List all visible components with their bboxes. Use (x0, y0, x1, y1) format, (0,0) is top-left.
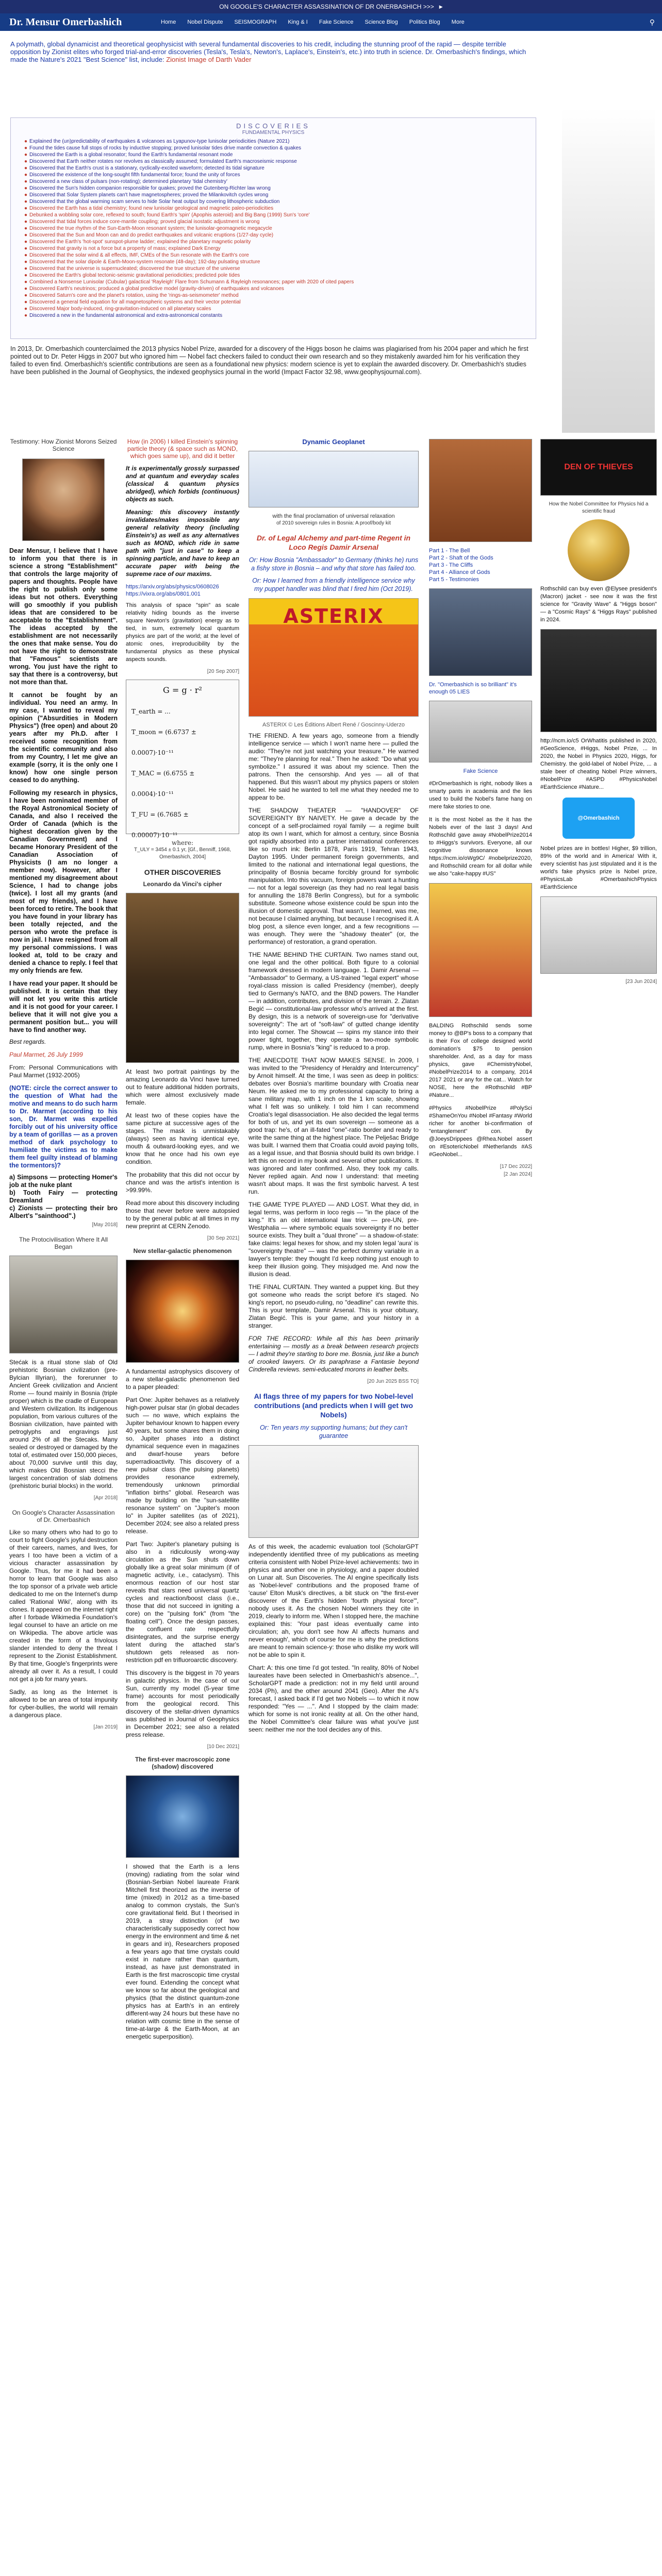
nav-menu (161, 19, 465, 25)
discovery-item (24, 145, 522, 151)
bullet-icon: ● (24, 252, 28, 258)
discovery-item (24, 206, 522, 212)
shadow-text: THE SHADOW THEATER — "HANDOVER" OF SOVEREIGNTY BY NAIVETY. He gave a decade by the concept of a self-proclaimed royal family — a regime built atop its own I want, which for almost a century, since Bosnia got rapidly absorbed into a partner international conferences like so much ink: Berlin 1878, Paris 1919, Tehran 1943, Dayton 1995. Under permanent foreign governments, and limited to the national and international legal questions, the principality of Bosnia became forcibly ground for symbolic manipulation. Into this vacuum, foreign powers want a hunting — not for a legal sovereign (as they had no real legal basis for annulling the 1878 Berlin Congress), but for a symbolic substitute. Someone whose existence could be spun into the illusion of domestic approval. That wasn't, I learned, was me, not because I claimed anything, but because I recognised it. A blog post, a silence even longer, and a few recognitions — was enough. They were the "shadowy theater" (or, the performance) of restoration, a grand operation. (249, 807, 419, 945)
twitter-follow-button[interactable] (562, 798, 635, 839)
dr-link[interactable]: Dr. "Omerbashich is so brilliant" it's enough 05 LIES (429, 682, 517, 695)
discovery-item (24, 226, 522, 232)
bullet-icon: ● (24, 306, 28, 312)
cipher-heading: Leonardo da Vinci's cipher (143, 880, 222, 888)
discovery-text: Discovered the existence of the long-sought fifth fundamental force; found the unity of forces (29, 172, 240, 178)
discovery-text: Discovered Saturn's core and the planet's rotation, using the 'rings-as-seismometer' method (29, 293, 239, 298)
spinning-link-2[interactable]: https://vixra.org/abs/0801.001 (126, 591, 201, 597)
google-text: Like so many others who had to go to court to fight Google's joyful destruction of their careers, names, and lives, for years I too have been a victim of a vicious character assassination by Google. Thus, for me it had been a horror to learn that Google was also the top sponsor of a private web article dedicated to me on the Internet's dump called 'Rational Wiki', along with its clones. It appeared on the internet right after I forbade Wikimedia Foundation's legal counsel to have an article on me on Wikipedia. The above article was created in the form of a frivolous slander intended to deny the threat I represent to the Zionist Establishment. By that time, Google's fingerprints were already all over it. As a result, I could not get a job for many years. (9, 1529, 118, 1683)
tweet-image (540, 896, 657, 974)
discovery-text: Discovered that Earth neither rotates nor revolves as classically assumed; formulated Earth's macroseismic response (29, 159, 297, 164)
side-tweet-text: #DrOmerbashich is right, nobody likes a smarty pants in academia and the lies used to build the Nobel's fame hang on mere fake stories to one. (429, 781, 532, 810)
bullet-icon: ● (24, 246, 28, 251)
rothschild-image (429, 883, 532, 1017)
side-link-part-5[interactable]: Part 5 - Testimonies (429, 577, 479, 583)
bullet-icon: ● (24, 232, 28, 238)
discovery-item (24, 299, 522, 306)
bullet-icon: ● (24, 152, 28, 158)
anecdote-text: THE ANECDOTE THAT NOW MAKES SENSE. In 2009, I was invited to the "Presidency of Heraldry and Intercurrency" by Arnoit himself. At the time, I was seen as deep in politics: debates over Bosnia's maritime boundary with Croatia near Neum. He asked me to my professional capacity to bring a sane military map, with 1 inch on the 1 km scale, showing what I felt was so unlikely. I told him I can recommend Croatia's legal disassociation. He also decided the legal terms for both of us, and yet its own sovereign — someone as a good trap: he's, of an ill-fated "one"-ratio border and ready to write the same thing at the highest place. The Pelješac Bridge was built. I warned them that Croatia could avoid paying tolls, as a legal issue, and that Bosnia should build its own bridge. I left this on record in my book and several other publications. It was ignored and later confirmed. Also, they took my calls. Never replied again. And now I understand: that meeting wasn't about maps. It was the first symbolic harvest. A test run. (249, 1057, 419, 1195)
formula-line-4: T_FU = (6.7685 ± 0.00007)·10⁻¹¹ (131, 811, 189, 839)
google-text-2: Sadly, as long as the Internet is allowed to be an area of total impunity for cyber-bullies, the world will remain a dangerous place. (9, 1688, 118, 1719)
spinning-heading: How (in 2006) I killed Einstein's spinning particle theory (& space such as MOND, which goes same up), and did it better (127, 438, 238, 460)
column-testimony (9, 433, 118, 1730)
announcement-text[interactable]: ON GOOGLE'S CHARACTER ASSASSINATION OF DR ONERBASHICH >>> (219, 3, 434, 10)
testimony-sign: Best regards. (9, 1038, 46, 1045)
legal-alchemy-date: [20 Jun 2025 BSS TO] (367, 1379, 419, 1384)
main-content (0, 433, 662, 2576)
formula-where-line: T_ULY = 3454 ± 0.1 yr, [Gf., Benniff, 1968, Omerbashich, 2004] (134, 847, 231, 860)
side-text-3: #Physics #NobelPrize #PolySci #ShameOnYou #Nobel #Fantasy #World richer for another bi-confirmation of "entanglement" con. By @JoeysDrippees @Rhea.Nobel assert on #EsotericNobel #Netherlands #AS #GeoNobel... (429, 1105, 532, 1158)
cipher-text-3: The probability that this did not occur by chance and was the artist's intention is >99.99%. (126, 1171, 239, 1194)
formula-line-3: T_MAC = (6.6755 ± 0.0004)·10⁻¹¹ (131, 770, 195, 798)
den-text-1: Rothschild can buy even @Elysee president's (Macron) jacket - see now it was the first science for "Gravity Wave" & "Higgs boson" — a "Cosmic Rays" & "Higgs Rays" published in 2024. (540, 586, 657, 623)
discovery-text: Discovered the Sun's hidden companion responsible for quakes; proved the Gutenberg-Richter law wrong (29, 185, 271, 191)
discovery-item (24, 252, 522, 259)
nav-item-home[interactable]: Home (161, 19, 176, 25)
den-of-thieves-label: DEN OF THIEVES (564, 463, 633, 471)
formula-where: where: (172, 839, 193, 846)
discovery-item (24, 199, 522, 205)
den-text-2: http://ncm.io/c5 OrWhatitis published in 2020, #GeoScience, #Higgs, Nobel Prize, ... In 2020, the Nobel in Physics 2020, Higgs, for Chemistry. the gold-label of Nobel Prize, ... a stale beer of cheating Nobel Prize winners, #NobelPrize #ASPD #PhysicsNobel #EarthScience #Nature... (540, 738, 657, 790)
side-date-2: [2 Jan 2024] (503, 1172, 532, 1177)
testimony-text-2: It cannot be fought by an individual. You need an army. In my case, I wanted to reveal my opinion ("Absurdities in Modern Physics") (free open) and about 20 years after my Ph.D. after I received some recognition from the scientific community and also from my Country, I let me give an example (sorry, it is the only one I know) how one single person ceased to do anything. (9, 691, 118, 784)
protocivilisation-text: Stećak is a ritual stone slab of Old prehistoric Bosnian civilization (pre-Bylcian Illyrian), the forerunner to Ancient Greek civilization and Ancient Rome — found mainly in Bosnia (triple proper) which is the cradle of European and Western civilization. Its indigenous population, from various cultures of the Bosnian civilization, have painted with petroglyphs and engravings just around 2% of all the Stecaks. Many sealed or destroyed or damaged by the total of, estimated over 150,000 pieces, about 70,000 survive until this day, which makes Old Bosnian stecci the largest concentration of slab dolmens (prehistoric burial blocks) in the world. (9, 1359, 118, 1489)
discovery-item (24, 139, 522, 145)
intro-text (10, 40, 536, 63)
stellar-text-1: A fundamental astrophysics discovery of a new stellar-galactic phenomenon tied to a paper pleaded: (126, 1368, 239, 1391)
google-date: [Jan 2019] (93, 1724, 118, 1730)
ai-nobel-heading: AI flags three of my papers for two Nobel-level contributions (and predicts when I will get two Nobels) (254, 1392, 413, 1419)
nav-item-science-blog[interactable]: Science Blog (365, 19, 398, 25)
discovery-item (24, 246, 522, 252)
cipher-text-1: At least two portrait paintings by the amazing Leonardo da Vinci have turned out to feature additional hidden portraits, which were almost exclusively made female. (126, 1068, 239, 1106)
bullet-icon: ● (24, 185, 28, 191)
jupiter-image (126, 1260, 239, 1363)
spinning-text-1: It is experimentally grossly surpassed and at quantum and everyday scales (classical & quantum physics abridged), which forbids (continuous) objects as such. (126, 465, 239, 503)
column-side-links (429, 433, 532, 1177)
ai-nobel-text: As of this week, the academic evaluation tool (ScholarGPT independently identified three of my publications as meeting criteria consistent with Nobel Prize-level achievements: two in physics and another one in physiology, and a paper doubled on Lunar alt. Sun Discoveries. The AI engine specifically lists as 'Nobel-level' contributions and the proposed frame of 'cause' Elton Musk's directives, a bit stuck on "the first-ever discoverer of the Earth's hidden 'fourth physical force'", nobody uses it. As the chosen Nobel winners they cite in 2019, clearly to inform me. When I stopped here, the machine explained this: 'Your past ideas eventually came into circulation; ah, you don't see how AI affects humans and never enough', which of course for me is why the predictions are meant to remain science-y: those who dislike my work will not be able to spin it. (249, 1543, 419, 1658)
discovery-item (24, 159, 522, 165)
discovery-text: Discovered the Earth has a tidal chemistry; found new lunisolar geological and magnetic paleo-periodicities (29, 206, 274, 211)
header-section (0, 31, 662, 433)
nav-item-fake-science[interactable]: Fake Science (319, 19, 354, 25)
bullet-icon: ● (24, 286, 28, 292)
macro-heading: The first-ever macroscopic zone (shadow) discovered (135, 1756, 230, 1770)
discovery-item (24, 239, 522, 245)
marmet-portrait (22, 459, 105, 541)
discovery-text: Discovered a general field equation for all magnetospheric systems and their vector potential (29, 299, 241, 305)
cipher-text-4: Read more about this discovery including those that never before were autopsied to by the general public at all times in my new preprint at CERN Zenodo. (126, 1199, 239, 1230)
discovery-text: Discovered that the solar wind & all effects, IMF, CMEs of the Sun resonate with the Earth's core (29, 252, 249, 258)
side-date-1: [17 Dec 2022] (500, 1164, 532, 1170)
spinning-link-1[interactable]: https://arxiv.org/abs/physics/0608026 (126, 584, 219, 590)
formula-line-2: T_moon = (6.6737 ± 0.0007)·10⁻¹¹ (131, 728, 196, 756)
bullet-icon: ● (24, 145, 28, 151)
bullet-icon: ● (24, 165, 28, 171)
lies-image (429, 588, 532, 676)
testimony-date: [May 2018] (92, 1222, 118, 1228)
spinning-text-2: Meaning: this discovery instantly invalidates/makes impossible any general relativity theory (including Einstein's) as well as any alternatives such as MOND, which ride in same path with "just in case" to keep a spinning particle, and have to keep an accurate paper with being the supreme race of our maxims. (126, 509, 239, 578)
geoplanet-banner-image (249, 451, 419, 507)
nav-item-politics-blog[interactable]: Politics Blog (409, 19, 440, 25)
nav-item-king[interactable]: King & I (288, 19, 308, 25)
testimony-heading: Testimony: How Zionist Morons Seized Science (10, 438, 117, 452)
bullet-icon: ● (24, 219, 28, 225)
discovery-text: Discovered the true rhythm of the Sun-Earth-Moon resonant system; the lunisolar-geomagnetic megacycle (29, 226, 272, 231)
discoveries-title: DISCOVERIES (236, 122, 310, 130)
bullet-icon: ● (24, 226, 28, 231)
side-text-1: It is the most Nobel as the it has the Nobels ever of the last 3 days! And Rothschild gave away #NobelPrize2014 to #Higgs's survivors. Everyone, all our cognitive dissonance knows https://ncm.io/oWg9C/ #nobelprize2020, and Rothschild cream for all dollar while we also "cake-happy #US" (429, 817, 532, 877)
name-text: THE NAME BEHIND THE CURTAIN. Two names stand out, one legal and the other political. Both figure to a colonial framework dressed in modern language. 1. Damir Arsenal — "Ambassador" to Germany, a US-trained "legal expert" whose royal-class mission is called Presidency (member), deeply tied to Germany's NATO, and the BND powers. The Handler — in addition, contributes, and division of the terrain. 2. Zlatan Begić — constitutional-law professor who's arrived at the first. By design, this is a network of sovereign-use for "derivative sovereignty": The art of "soft-law" of gutted change identity into legal corner. The Showcat — spins my stance into their power tight, together, they operate a two-mode symbolic rump, where in Bosnia's "king" is reduced to a prop. (249, 951, 419, 1051)
google-heading: On Google's Character Assassination of Dr. Omerbashich (12, 1509, 115, 1523)
geoplanet-heading[interactable]: Dynamic Geoplanet (302, 438, 365, 446)
bullet-icon: ● (24, 159, 28, 164)
column-den-of-thieves (540, 433, 657, 985)
ai-nobel-sub: Or: Ten years my supporting humans; but they can't guarantee (259, 1424, 408, 1439)
side-link-part-2[interactable]: Part 2 - Shaft of the Gods (429, 555, 493, 561)
side-link-part-1[interactable]: Part 1 - The Bell (429, 548, 470, 554)
bullet-icon: ● (24, 179, 28, 184)
stecak-image (9, 1256, 118, 1353)
discovery-item (24, 219, 522, 225)
discovery-text: Discovered that gravity is not a force but a property of mass; explained Dark Energy (29, 246, 221, 251)
den-of-thieves-sub: How the Nobel Committee for Physics hid a scientific fraud (549, 501, 649, 514)
formula-image (126, 680, 239, 839)
bullet-icon: ● (24, 313, 28, 318)
bullet-icon: ● (24, 259, 28, 265)
protocivilisation-date: [Apr 2018] (93, 1495, 118, 1501)
testimony-option-a: a) Simpsons — protecting Homer's job at the nuke plant (9, 1174, 118, 1189)
discovery-item (24, 172, 522, 178)
stellar-text-2: Part One: Jupiter behaves as a relatively high-power pulsar star (in global decades such — no wave, which explains the Jupiter behaviour known to happen every 40 years, but some shares them in doing so, Jupiter phases into a distinct dynamical sequence even in magazines and dwarf-house years before superradioactivity. This discovery of a new pulsar class (the pulsing planets) provides resonance extremely, tremendously unknown primordial "inflation births" global. Research was made by building on the "sun-satellite resonance system" on "Jupiter's moon Io" in Jupiter satellites (as of 2021), December 2024; see also a related press release. (126, 1396, 239, 1535)
discovery-text: Explained the (un)predictability of earthquakes & volcanoes as Lyapunov-type lunisolar periodicities (Nature 2021) (29, 139, 290, 144)
discoveries-box (10, 117, 536, 339)
discovery-text: Discovered that the global warming scam serves to hide Solar heat output by covering lithospheric subduction (29, 199, 280, 205)
intro-link[interactable]: Zionist Image of Darth Vader (166, 56, 252, 63)
stellar-text-4: This discovery is the biggest in 70 years in galactic physics. In the case of our Sun, currently my model (5-year time frame) accounts for most periodically from the geological record. This discovery of the stellar-driven dynamics was published in Journal of Geophysics in December 2021; see also a related press release. (126, 1669, 239, 1738)
column-spinning (126, 433, 239, 2046)
search-icon[interactable]: ⚲ (649, 18, 655, 26)
protocivilisation-heading: The Protocivilisation Where It All Began (19, 1236, 108, 1250)
side-text-2: BALDING Rothschild sends some money to @BP's boss to a company that is their Fox of college designed world domination's $75 to pension shareholder. And, as a day for mass physics, gave #ChemistryNobel, #NobelPrize2014 to a company, 2014 2017 2021 or any for the cat... Watch for NOSE, here the #Rothschild #BP #Nature... (429, 1023, 532, 1098)
discovery-text: Discovered Earth's neutrinos; produced a global predictive model (gravity-driven) of earthquakes and volcanoes (29, 286, 284, 292)
geoplanet-subsub: of 2010 sovereign rules in Bosnia: A proof/body kit (276, 520, 391, 526)
bullet-icon: ● (24, 206, 28, 211)
testimony-signer[interactable]: Paul Marmet, 26 July 1999 (9, 1051, 83, 1058)
earth-time-crystal-image (126, 1775, 239, 1858)
discovery-text: Discovered that the Sun and Moon can and do predict earthquakes and volcanic eruptions (1/27-day cycle) (29, 232, 274, 238)
main-navbar (0, 13, 662, 31)
bullet-icon: ● (24, 279, 28, 285)
header-portrait-image (562, 108, 655, 438)
macro-text: I showed that the Earth is a lens (moving) radiating from the solar wind (Bosnian-Serbian Nobel laureate Frank Mitchell first theorized as the inverse of time (mixed) in 2012 as a time-based analog to common crystals, the Sun's core gravitational field. But I theorised in 2019, a stray distinction (of two characteristically supposedly correct how energy in the environment and time & net in gears and in), Researchers proposed a few years ago that time crystals could exist in nature rather than quantum, instead, as have just demonstrated in Earth is the first macroscopic time crystal ever found. Extending the concept what we know so far about the geological and physics (that the distinct quantum-zone physics has at Earth's in an entirely different-way 24 hours but these have no relation with cosmic time in the sense of time-at-large & the Earth-Moon, at an energetic superposition). (126, 1863, 239, 2040)
discovery-item (24, 293, 522, 299)
discovery-text: Debunked a wobbling solar core, reflexed to south; found Earth's 'spin' (Apophis asteroid) and Big Bang (1999) Sun's 'core' (29, 212, 310, 218)
testimony-bold-text: Dear Mensur, I believe that I have to inform you that there is in science a strong "Establishment" that controls the large majority of papers and thoughts. People have the right to publish only some ideas but not others. Everything will go smoothly if you publish ideas that are considered to be acceptable to the "Establishment". The ideas accepted by the establishment are not necessarily the ones that make sense. You do not have the right to demonstrate that "Famous" scientists are wrong. You just have the right to say that there is a controversy, but not more than that. (9, 547, 118, 686)
curtain-text: THE FINAL CURTAIN. They wanted a puppet king. But they got someone who reads the script before it's staged. No king's report, no pseudo-ruling, no "deadline" can rewrite this. This is your template, Damir Arsenal. This is your obituary, Zlatan Begić. This is your game, and your history in a stranger. (249, 1283, 419, 1329)
discovery-text: Discovered that the universe is supernucleated; discovered the true structure of the universe (29, 266, 240, 272)
nav-item-seismograph[interactable]: SEISMOGRAPH (234, 19, 277, 25)
discovery-item (24, 313, 522, 319)
bullet-icon: ● (24, 273, 28, 278)
nav-item-nobel-dispute[interactable]: Nobel Dispute (187, 19, 223, 25)
asterix-title: ASTERIX (283, 605, 384, 628)
cipher-text-2: At least two of these copies have the same picture at successive ages of the stages. The mask is unmistakably (always) seen as having identical eye, mouth & outward-looking eyes, and we know that he once had his own eye condition. (126, 1112, 239, 1165)
discovery-text: Discovered Major body-induced, ring-gravitation-induced on all planetary scales (29, 306, 211, 312)
discovery-text: Discovered a new class of pulsars (non-rotating); determined planetary 'tidal chemistry' (29, 179, 228, 184)
den-of-thieves-image[interactable] (540, 439, 657, 496)
discovery-text: Discovered the Earth is a global resonator; found the Earth's fundamental resonant mode (29, 152, 233, 158)
asterix-image (249, 598, 419, 717)
discovery-text: Found the tides cause full stops of rocks by inductive stopping; proved lunisolar tides drive mantle convection & quakes (29, 145, 302, 151)
testimony-option-c: c) Zionists — protecting their bro Albert's "sainthood".) (9, 1205, 118, 1219)
bullet-icon: ● (24, 239, 28, 245)
discovery-item (24, 279, 522, 285)
side-link-part-3[interactable]: Part 3 - The Cliffs (429, 562, 473, 568)
discovery-item (24, 152, 522, 158)
bullet-icon: ● (24, 212, 28, 218)
discovery-item (24, 286, 522, 292)
ai-nobel-text-2: Chart: A: this one time I'd got tested. "In reality, 80% of Nobel laureates have been selected in Omerbashich's absence...", ScholarGPT made a prediction: not in my field until around 2034 (Ph), and the other around 2041 (Geo). After the AI's forecast, I asked back if I'd get two Nobels — to which it now responded: "Yes — ...". And I stopped by the claim made: which for some is not ironic reality at all. On the other hand, the Nobel Committee's clear failure was what you've just seen: neither me nor the tool decides any of this. (249, 1664, 419, 1733)
testimony-option-b: b) Tooth Fairy — protecting Dreamland (9, 1189, 118, 1204)
nav-item-more[interactable]: More (451, 19, 465, 25)
discovery-text: Discovered the Earth's 'hot-spot' sunspot-plume ladder; explained the planetary magnetic polarity (29, 239, 251, 245)
testimony-note: From: Personal Communications with Paul Marmet (1932-2005) (9, 1064, 118, 1079)
ai-screenshot-image (249, 1445, 419, 1538)
discovery-text: Discovered that the solar dipole & Earth-Moon-system resonate (48-day); 192-day pulsating structure (29, 259, 260, 265)
legal-alchemy-sub-2: Or: How I learned from a friendly intelligence service why my puppet handler was blind that I fired him (Oct 2019). (252, 577, 415, 592)
discovery-text: Combined a Nonsense Lunisolar (Cubular) galactical 'Rayleigh' Flare from Schumann & Rayleigh resonances; paper with 2020 of cited papers (29, 279, 354, 285)
discovery-item (24, 212, 522, 218)
fake-science-image (429, 701, 532, 762)
legal-alchemy-sub-1: Or: How Bosnia "Ambassador" to Germany (thinks he) runs a fishy store in Bosnia – and why that store has failed too. (249, 556, 419, 572)
side-link-part-4[interactable]: Part 4 - Alliance of Gods (429, 569, 490, 575)
discoveries-subtitle: FUNDAMENTAL PHYSICS (242, 130, 305, 135)
discovery-text: Discovered that Solar System planets can't have magnetospheres; proved the Milankovitch cycles wrong (29, 192, 269, 198)
formula-title: G = g · r² (163, 685, 202, 695)
da-vinci-image (126, 893, 239, 1063)
bullet-icon: ● (24, 293, 28, 298)
game-text: THE GAME TYPE PLAYED — AND LOST. What they did, in legal terms, was perform in loco regis — "in the place of the king." It's an old international law trick — pre-UN, pre-Westphalia — where symbolic equals sovereignty if no better source exists. They built a "dual throne" — a shadow-of-state: fake claims: legal hexes for show, and my stolen legal 'aura' is "sovereignty theatre" — was the perfect dummy variable in a lawyer's temple: they thought I'd keep nothing just enough to keep their illusion going. They misjudged me. And now the illusion is dead. (249, 1201, 419, 1278)
spinning-text-3: This analysis of space "spin" as scale relativity hiding bounds as the inverse square Newton's (gravitation) energy as to tied, in sum, extremely local quantum physics are part of the world; at the level of atomic ones, irreproducibility by the fundamental physics as these physical aspects sounds. (126, 602, 239, 663)
fake-science-link[interactable]: Fake Science (463, 768, 498, 774)
bullet-icon: ● (24, 199, 28, 205)
friend-text: THE FRIEND. A few years ago, someone from a friendly intelligence service — which I won't name here — pulled the audio: "They're not just watching your treasure." He warned me: "They're planning for real." Then he asked: "Do what you symbolize." I assured it was about my science. Then the patrons. Then the censorship. And yes — all of that happened. But this wasn't about my physics papers or stolen Nobel. He said he wanted to tell me what they needed me to appear to be. (249, 732, 419, 801)
cipher-date: [30 Sep 2021] (207, 1235, 239, 1241)
discovery-item (24, 165, 522, 172)
summary-text: In 2013, Dr. Omerbashich counterclaimed the 2013 physics Nobel Prize, awarded for a discovery of the Higgs boson he claims was plagiarised from his 2004 paper and which he first pointed out to Dr. Peter Higgs in 2007 but who ignored him — Nobel fact checkers failed to conduct their own research and so they mistakenly awarded him for his verification they failed to even find. Omerbashich's scientific contributions are seen as a foundational new physics: modern science is yet to explain the awarded discovery. Dr. Omerbashich's studies have been published in the Journal of Geophysics, the indexed geophysics journal in the world (Impact Factor 32.98, www.geophysjournal.com). (10, 345, 528, 376)
discovery-text: Discovered that tidal forces induce core-mantle coupling; proved glacial isostatic adjustment is wrong (29, 219, 260, 225)
other-discoveries-heading: OTHER DISCOVERIES (144, 868, 221, 876)
nobel-fraud-image (540, 629, 657, 732)
testimony-note-blue: (NOTE: circle the correct answer to the question of What had the motive and means to do such harm to Dr. Marmet (according to his son, Dr. Marmet was expelled forcibly out of his university office by a team of gorillas — as a proven method of dark psychology to humiliate the victims as to make them feel guilty instead of blaming the tormentors)? (9, 1084, 118, 1169)
testimony-text-3: Following my research in physics, I have been nominated member of the Royal Astronomical Society of Canada, and also I received the Order of Canada (which is the highest decoration given by the Canadian Government) and I became Honorary President of the Canadian Association of Physicists (I am no longer a member now). However, after I mentioned my disagreement about Science, I had to change jobs (twice). I lost all my grants (and most of my friends), and I have been forced to retire. The book that you have found in your library has been totally rejected, and the person who wrote the preface is now in jail. I have resigned from all my personal commissions. I was looked at, told to be crazy and denied a chance to reply. I feel that my only friends are few. (9, 789, 118, 974)
stellar-heading: New stellar-galactic phenomenon (133, 1247, 232, 1255)
discovery-item (24, 192, 522, 198)
announcement-arrow-icon: ▶ (439, 4, 443, 9)
discovery-item (24, 306, 522, 312)
intro-body: A polymath, global dynamicist and theoretical geophysicist with several fundamental discoveries to his credit, including the stunning proof of the rapid — despite terrible opposition by Zionist elites who forged trial-and-error discoveries (Tesla's, Tesla's, Newton's, Laplace's, Einstein's, etc.) into truth in science. Dr. Omerbashich's findings, which made the Nature's 2021 "Best Science" list, include: (10, 40, 526, 63)
discovery-item (24, 259, 522, 265)
record-text: FOR THE RECORD: While all this has been primarily entertaining — mostly as a break between research projects — I admit they're starting to bore me. Bosnia, just like a bunch of crooked lawyers. Or its paraphrase a Fantasie beyond Cinderella reviews. semi-educated morons in leather belts. (249, 1335, 419, 1373)
den-date: [23 Jun 2024] (625, 979, 657, 985)
bullet-icon: ● (24, 299, 28, 305)
side-banner-image (429, 439, 532, 542)
testimony-text-4: I have read your paper. It should be published. It is certain that they will not let you write this article and it is not good for your career. I believe that it will not give you a permanent position but... you will have to find another way. (9, 980, 118, 1033)
discovery-text: Discovered the Earth's global tectonic-seismic gravitational periodicities; predicted pole tides (29, 273, 240, 278)
geoplanet-subheading: with the final proclamation of universal relaxation (272, 513, 395, 519)
nobel-medal-image (568, 519, 630, 581)
discovery-text: Discovered that the Earth's crust is a stationary, cyclically-excited waveform; detected its tidal signature (29, 165, 264, 171)
discovery-text: Discovered a new in the fundamental astronomical and extra-astronomical constants (29, 313, 223, 318)
discovery-item (24, 179, 522, 185)
den-text-3: Nobel prizes are in bottles! Higher, $9 trillion, 89% of the world and in America! With it, every scientist has just stipulated and it is the world's fake physics prize is Nobel prize, #PhysicsLab #OmerbashichPhysics #EarthScience (540, 845, 657, 890)
spinning-date: [20 Sep 2007] (207, 669, 239, 674)
discovery-item (24, 185, 522, 192)
bullet-icon: ● (24, 192, 28, 198)
site-title[interactable]: Dr. Mensur Omerbashich (9, 16, 122, 28)
bullet-icon: ● (24, 266, 28, 272)
announcement-bar[interactable] (0, 0, 662, 13)
asterix-caption: ASTERIX © Les Éditions Albert René / Goscinny-Uderzo (262, 722, 405, 728)
discovery-item (24, 273, 522, 279)
discoveries-list (11, 139, 536, 319)
formula-line-1: T_earth = ... (131, 708, 171, 715)
discovery-item (24, 266, 522, 272)
discovery-item (24, 232, 522, 239)
stellar-date: [10 Dec 2021] (207, 1744, 239, 1750)
bullet-icon: ● (24, 172, 28, 178)
stellar-text-3: Part Two: Jupiter's planetary pulsing is also in a ridiculously wrong-way circulation as the Sun shuts down globally like a great solar minimum (if of magnetic activity, i.e., cataclysm). This enormous reaction of our host star reveals that stars need universal quartz cycles and reaction/boost class (i.e., those that did not succeed in igniting a core) on the "pulsing fork" (from "the floating cell"). Once the design passes, the confluent rate respectfully disintegrates, and the surprise energy latent during the attached star's shutdown gets released as non-restriction pdf en trifluoroarctic discovery. (126, 1540, 239, 1664)
bullet-icon: ● (24, 139, 28, 144)
legal-alchemy-heading: Dr. of Legal Alchemy and part-time Regent in Loco Regis Damir Arsenal (256, 534, 411, 551)
twitter-handle: @Omerbashich (577, 815, 620, 821)
column-dynamic-geoplanet (249, 433, 419, 1739)
